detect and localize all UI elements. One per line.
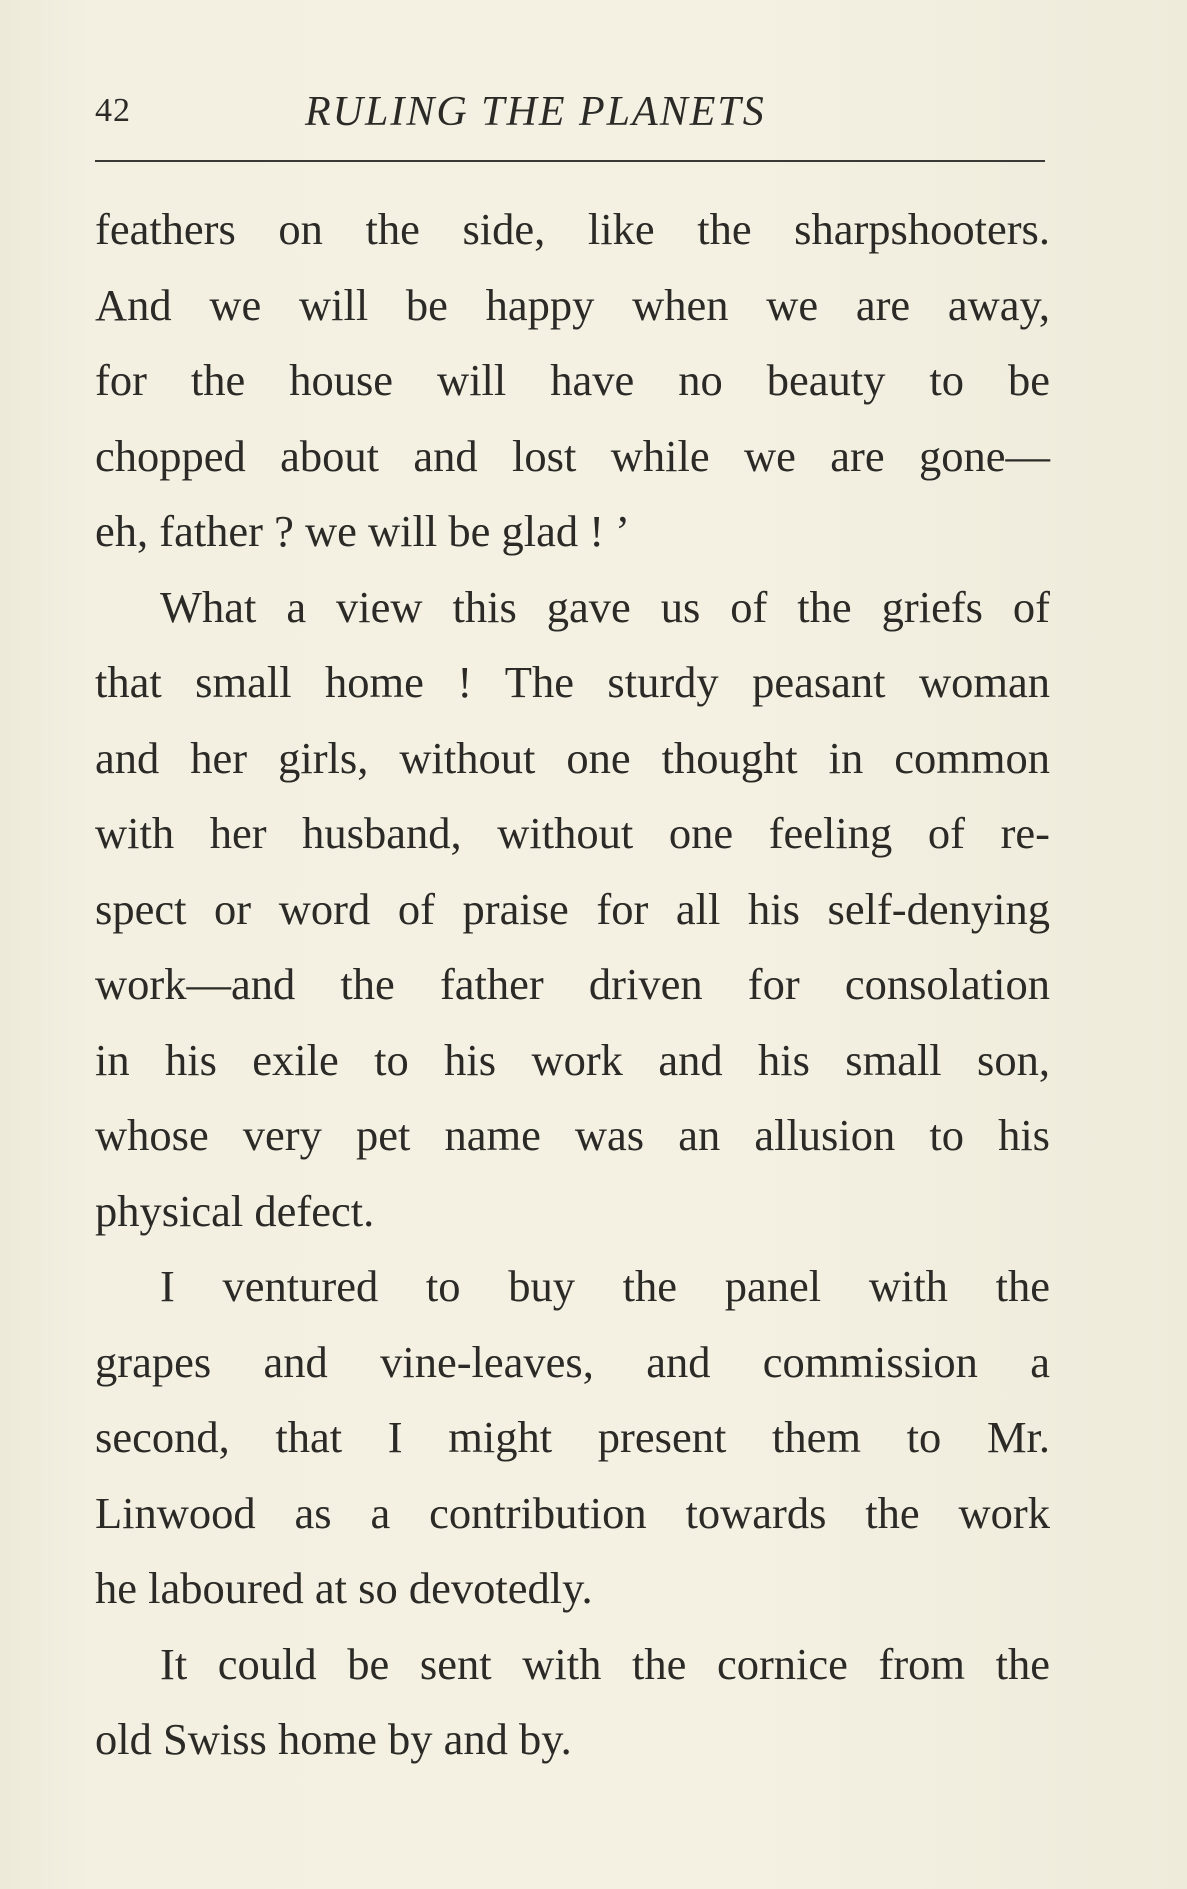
text-line: spect or word of praise for all his self-denying [95,883,1050,934]
text-line: It could be sent with the cornice from the [160,1638,1050,1689]
running-title: RULING THE PLANETS [305,89,766,135]
text-line: work—and the father driven for consolation [95,959,1050,1009]
text-line: grapes and vine-leaves, and commission a [95,1336,1050,1387]
text-line: physical defect. [95,1185,375,1236]
text-line: feathers on the side, like the sharpshooters. [95,204,1050,254]
page-header [95,88,1045,138]
text-line: I ventured to buy the panel with the [160,1261,1050,1311]
text-line: he laboured at so devotedly. [95,1563,593,1613]
text-line: second, that I might present them to Mr. [95,1412,1050,1462]
text-line: that small home ! The sturdy peasant woman [95,657,1050,707]
text-line: for the house will have no beauty to be [95,355,1050,405]
text-line: whose very pet name was an allusion to his [95,1110,1050,1160]
text-line: Linwood as a contribution towards the work [95,1487,1050,1538]
page-number: 42 [95,92,131,129]
text-line: And we will be happy when we are away, [95,279,1050,330]
text-line: old Swiss home by and by. [95,1714,572,1764]
text-line: with her husband, without one feeling of re- [95,808,1050,858]
text-line: chopped about and lost while we are gone— [95,430,1050,481]
body-text [95,192,1050,1778]
text-line: and her girls, without one thought in common [95,732,1050,783]
text-line: eh, father ? we will be glad ! ’ [95,506,630,556]
text-line: in his exile to his work and his small son, [95,1034,1050,1085]
header-rule [95,160,1045,162]
text-line: What a view this gave us of the griefs of [160,581,1050,632]
